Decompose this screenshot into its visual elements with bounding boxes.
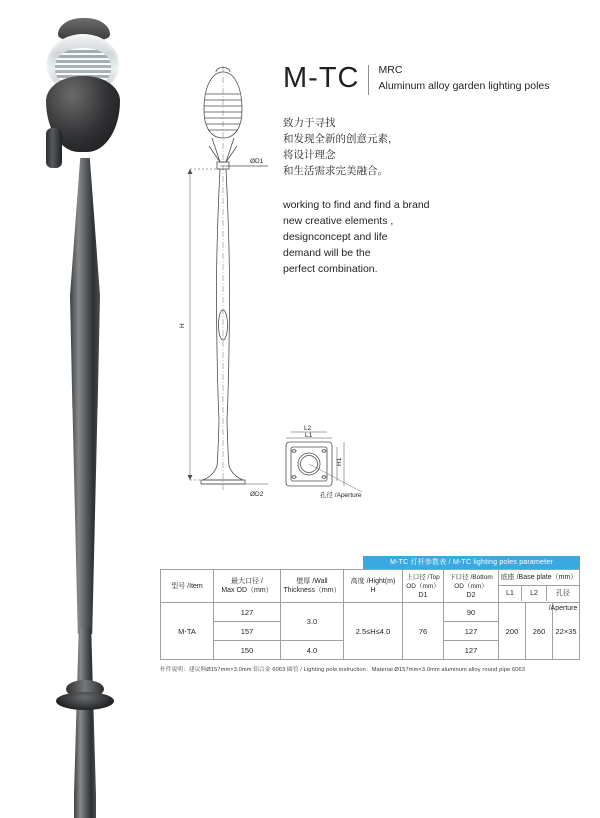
table-banner: M-TC 灯杆参数表 / M-TC lighting poles parameter [363, 556, 580, 569]
product-photo [10, 8, 180, 708]
description-cn-line: 致力于寻找 [283, 117, 336, 129]
description-cn-line: 和生活需求完美融合。 [283, 165, 388, 177]
table-row [161, 603, 580, 622]
pole-upper-section [70, 158, 100, 408]
cell-d1: 76 [403, 603, 444, 660]
dim-label-h1: H1 [336, 457, 343, 466]
description-english [283, 197, 583, 277]
product-code: M-TC [283, 62, 360, 94]
description-cn-line: 将设计理念 [283, 149, 336, 161]
description-en-line: designconcept and life [283, 231, 388, 243]
description-en-line: demand will be the [283, 247, 371, 259]
description-en-line: perfect combination. [283, 263, 378, 275]
pole-middle-section [70, 404, 100, 634]
brand-name: MRC [378, 64, 403, 76]
dim-label-d1: ØD1 [250, 158, 264, 165]
header-aperture: 孔径 /Aperture [548, 590, 578, 612]
cell-d2: 127 [444, 641, 499, 660]
header-base-plate-group [499, 570, 580, 612]
cell-max-od: 127 [214, 603, 281, 622]
header-l1: L1 [499, 586, 522, 601]
description-cn-line: 和发现全新的创意元素， [283, 133, 399, 145]
header-l2: L2 [522, 586, 547, 601]
header-top-od-line1: 上口径 /Top [406, 573, 440, 581]
header-wall [281, 570, 344, 603]
header-top-od-line2: OD（mm） [406, 582, 440, 590]
cell-wall: 3.0 [281, 603, 344, 641]
cell-height: 2.5≤H≤4.0 [344, 603, 403, 660]
header-top-od [403, 570, 444, 603]
header-wall-line2: Thickness（mm） [283, 587, 341, 594]
dim-label-l2: L2 [304, 425, 312, 432]
cell-l1: 200 [499, 603, 526, 660]
header-bottom-od-line3: D2 [466, 591, 476, 599]
description-en-line: working to find and find a brand [283, 199, 430, 211]
description-chinese [283, 115, 583, 179]
dim-label-aperture: 孔径 /Aperture [320, 492, 362, 499]
title-block [283, 62, 583, 277]
cell-wall: 4.0 [281, 641, 344, 660]
header-bottom-od [444, 570, 499, 603]
header-height-line2: H [370, 587, 376, 594]
header-max-od [214, 570, 281, 603]
lamp-head-illustration [40, 18, 126, 138]
pole-shaft [66, 158, 104, 678]
cell-max-od: 157 [214, 622, 281, 641]
technical-drawing [176, 60, 286, 510]
cell-d2: 90 [444, 603, 499, 622]
base-plate-detail-drawing [278, 420, 364, 500]
pole-base-plate [56, 692, 114, 710]
header-height-line1: 高度 /Hight(m) [350, 578, 396, 585]
title-divider [368, 65, 369, 95]
cell-d2: 127 [444, 622, 499, 641]
parameter-table [160, 569, 580, 660]
cell-max-od: 150 [214, 641, 281, 660]
header-item: 型号 /Item [161, 570, 214, 603]
header-max-od-line2: Max OD（mm） [221, 587, 273, 594]
header-base-plate: 底座 /Base plate（mm） [499, 571, 579, 586]
header-height [344, 570, 403, 603]
table-header-row [161, 570, 580, 603]
dim-label-d2: ØD2 [250, 491, 264, 498]
description-en-line: new creative elements , [283, 215, 394, 227]
table-footnote: 杆件说明：建议料Ø157mm×3.0mm 铝合金 6063 圆管 / Lighting pole instruction：Material Ø157mm×3.0mm aluminum alloy round pipe 6063 [160, 667, 526, 673]
lamp-neck [46, 128, 62, 168]
dim-label-h: H [179, 323, 186, 328]
cell-item: M-TA [161, 603, 214, 660]
header-bottom-od-line2: OD（mm） [454, 582, 488, 590]
header-top-od-line3: D1 [418, 591, 428, 599]
parameter-table-block [160, 556, 580, 673]
cell-aperture: 22×35 [553, 603, 580, 660]
header-wall-line1: 壁厚 /Wall [296, 578, 328, 585]
dim-label-l1: L1 [305, 432, 313, 439]
product-subtitle: Aluminum alloy garden lighting poles [378, 80, 550, 92]
pole-lower-section [74, 628, 96, 818]
header-max-od-line1: 最大口径 / [231, 578, 263, 585]
header-bottom-od-line1: 下口径 /Bottom [449, 573, 493, 581]
cell-l2: 260 [526, 603, 553, 660]
